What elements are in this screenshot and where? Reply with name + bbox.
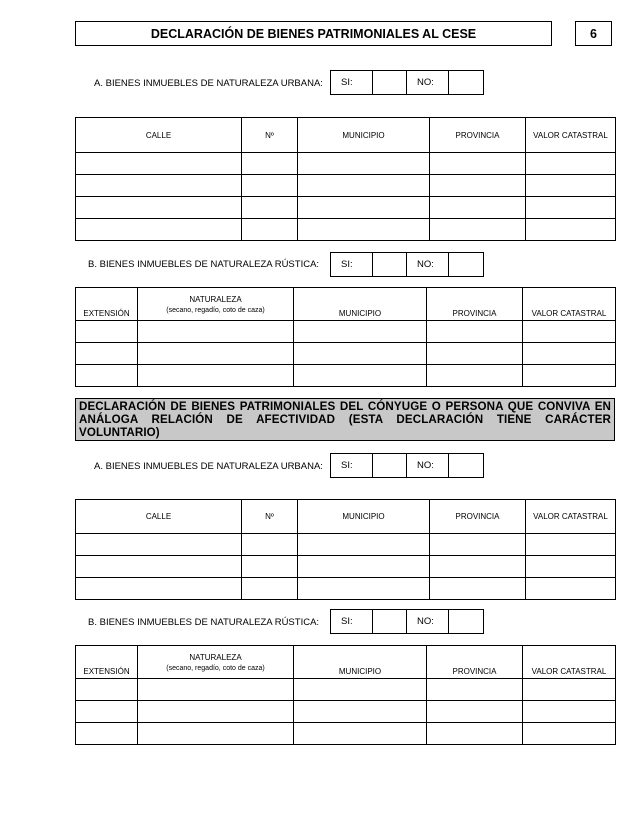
page-title: DECLARACIÓN DE BIENES PATRIMONIALES AL CESE [75,21,552,46]
si-field[interactable] [373,610,407,633]
naturaleza-note: (secano, regadío, coto de caza) [166,306,265,314]
table-row [76,197,616,219]
urban-answer-box [330,70,484,95]
col-municipio: MUNICIPIO [298,118,430,153]
naturaleza-note: (secano, regadío, coto de caza) [166,664,265,672]
si-label: SI: [331,610,373,633]
no-label: NO: [407,454,449,477]
table-row [76,153,616,175]
col-numero: Nº [242,118,298,153]
si-label: SI: [331,253,373,276]
col-municipio: MUNICIPIO [294,646,427,679]
spouse-section-banner: DECLARACIÓN DE BIENES PATRIMONIALES DEL CÓNYUGE O PERSONA QUE CONVIVA EN ANÁLOGA RELACIÓN DE AFECTIVIDAD (ESTA DECLARACIÓN TIENE CARÁCTER VOLUNTARIO) [75,398,615,441]
no-field[interactable] [449,71,483,94]
rustic-question: B. BIENES INMUEBLES DE NATURALEZA RÚSTICA: [88,259,320,270]
table-row [76,556,616,578]
no-label: NO: [407,610,449,633]
col-valor-catastral: VALOR CATASTRAL [526,500,616,534]
page-number: 6 [575,21,612,46]
col-naturaleza [138,288,294,321]
col-calle: CALLE [76,118,242,153]
no-label: NO: [407,253,449,276]
table-row [76,175,616,197]
rustic-table [75,287,616,387]
col-naturaleza [138,646,294,679]
no-label: NO: [407,71,449,94]
spouse-urban-answer-box [330,453,484,478]
table-row [76,219,616,241]
si-label: SI: [331,454,373,477]
col-valor-catastral: VALOR CATASTRAL [526,118,616,153]
col-extension: EXTENSIÓN [76,288,138,321]
spouse-urban-question: A. BIENES INMUEBLES DE NATURALEZA URBANA: [94,461,323,472]
col-valor-catastral: VALOR CATASTRAL [523,646,616,679]
col-municipio: MUNICIPIO [298,500,430,534]
naturaleza-label: NATURALEZA [189,294,242,304]
spouse-rustic-question: B. BIENES INMUEBLES DE NATURALEZA RÚSTICA: [88,617,320,628]
no-field[interactable] [449,610,483,633]
table-row [76,578,616,600]
naturaleza-label: NATURALEZA [189,652,242,662]
spouse-rustic-answer-box [330,609,484,634]
no-field[interactable] [449,253,483,276]
no-field[interactable] [449,454,483,477]
col-provincia: PROVINCIA [430,500,526,534]
col-provincia: PROVINCIA [427,646,523,679]
si-field[interactable] [373,71,407,94]
table-row [76,365,616,387]
si-field[interactable] [373,454,407,477]
col-numero: Nº [242,500,298,534]
spouse-rustic-table [75,645,616,745]
urban-table [75,117,616,241]
urban-question: A. BIENES INMUEBLES DE NATURALEZA URBANA: [94,78,323,89]
si-label: SI: [331,71,373,94]
table-row [76,534,616,556]
table-row [76,321,616,343]
table-row [76,679,616,701]
col-calle: CALLE [76,500,242,534]
col-municipio: MUNICIPIO [294,288,427,321]
col-provincia: PROVINCIA [427,288,523,321]
col-extension: EXTENSIÓN [76,646,138,679]
col-valor-catastral: VALOR CATASTRAL [523,288,616,321]
rustic-answer-box [330,252,484,277]
table-row [76,343,616,365]
col-provincia: PROVINCIA [430,118,526,153]
table-row [76,723,616,745]
si-field[interactable] [373,253,407,276]
spouse-urban-table [75,499,616,600]
table-row [76,701,616,723]
